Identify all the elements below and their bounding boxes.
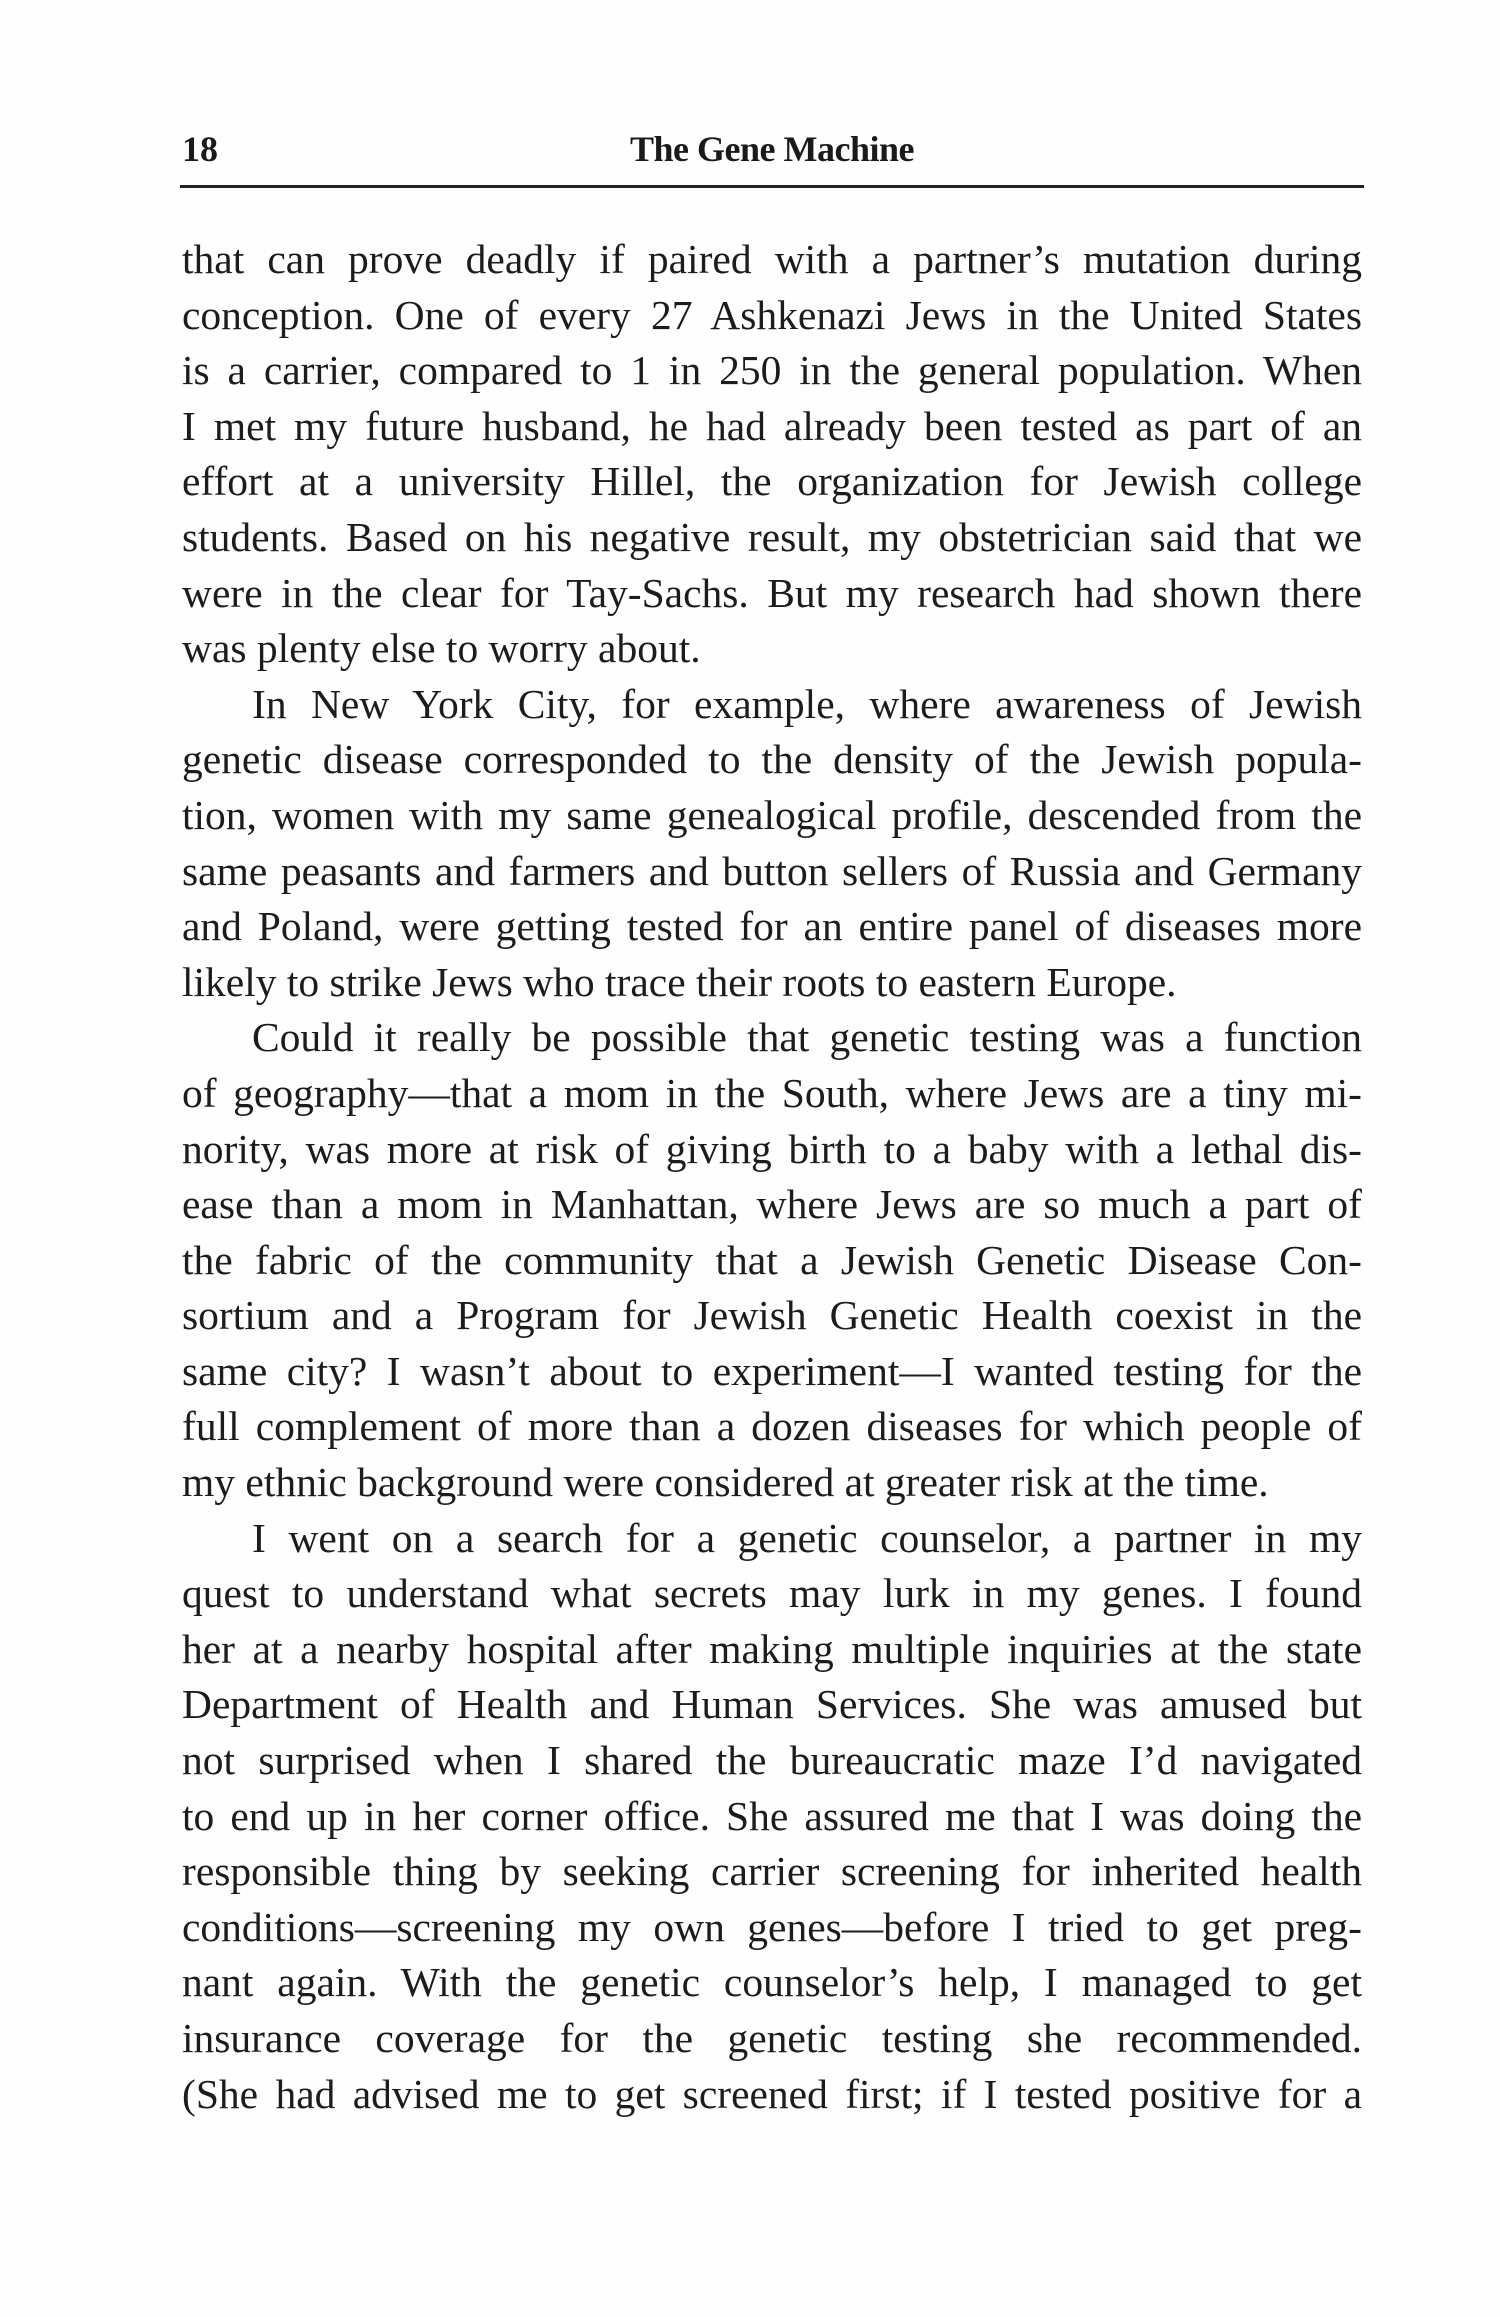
text-line: of geography—that a mom in the South, where Jews are a tiny mi- <box>182 1069 1362 1116</box>
text-line: same city? I wasn’t about to experiment—I wanted testing for the <box>182 1347 1362 1394</box>
paragraph <box>182 232 1362 677</box>
text-line: was plenty else to worry about. <box>182 625 701 672</box>
text-line: her at a nearby hospital after making multiple inquiries at the state <box>182 1625 1362 1672</box>
text-line: conception. One of every 27 Ashkenazi Jews in the United States <box>182 291 1362 338</box>
text-line: ease than a mom in Manhattan, where Jews are so much a part of <box>182 1181 1362 1228</box>
text-line: effort at a university Hillel, the organization for Jewish college <box>182 458 1362 505</box>
body-text <box>182 232 1362 2122</box>
paragraph <box>182 1511 1362 2123</box>
text-line: that can prove deadly if paired with a partner’s mutation during <box>182 236 1362 282</box>
text-line: insurance coverage for the genetic testing she recommended. <box>182 2015 1362 2061</box>
text-line: the fabric of the community that a Jewish Genetic Disease Con- <box>182 1236 1362 1283</box>
text-line: same peasants and farmers and button sellers of Russia and Germany <box>182 847 1362 894</box>
text-line: and Poland, were getting tested for an entire panel of diseases more <box>182 903 1362 950</box>
text-line: my ethnic background were considered at greater risk at the time. <box>182 1459 1269 1506</box>
text-line: Could it really be possible that genetic testing was a function <box>252 1014 1362 1061</box>
text-line: I went on a search for a genetic counselor, a partner in my <box>252 1514 1362 1561</box>
running-title: The Gene Machine <box>630 129 914 169</box>
paragraph <box>182 1010 1362 1510</box>
text-line: quest to understand what secrets may lurk in my genes. I found <box>182 1570 1362 1617</box>
text-line: responsible thing by seeking carrier screening for inherited health <box>182 1848 1362 1895</box>
text-line: conditions—screening my own genes—before I tried to get preg- <box>182 1903 1362 1950</box>
text-line: nant again. With the genetic counselor’s help, I managed to get <box>182 1959 1362 2006</box>
text-line: is a carrier, compared to 1 in 250 in the general population. When <box>182 347 1362 394</box>
text-line: I met my future husband, he had already been tested as part of an <box>182 402 1362 449</box>
page-number: 18 <box>182 129 218 169</box>
text-line: In New York City, for example, where awareness of Jewish <box>252 680 1362 727</box>
text-line: (She had advised me to get screened first; if I tested positive for a <box>182 2070 1362 2117</box>
text-line: sortium and a Program for Jewish Genetic Health coexist in the <box>182 1292 1362 1339</box>
text-line: were in the clear for Tay-Sachs. But my research had shown there <box>182 569 1362 616</box>
text-line: Department of Health and Human Services. She was amused but <box>182 1681 1362 1728</box>
text-line: nority, was more at risk of giving birth to a baby with a lethal dis- <box>182 1125 1362 1172</box>
text-line: to end up in her corner office. She assured me that I was doing the <box>182 1792 1362 1839</box>
text-line: tion, women with my same genealogical profile, descended from the <box>182 791 1362 838</box>
text-line: students. Based on his negative result, my obstetrician said that we <box>182 513 1362 560</box>
text-line: full complement of more than a dozen diseases for which people of <box>182 1403 1362 1450</box>
header-rule <box>180 185 1364 188</box>
text-line: not surprised when I shared the bureaucratic maze I’d navigated <box>182 1737 1362 1784</box>
text-line: genetic disease corresponded to the density of the Jewish popula- <box>182 736 1362 783</box>
paragraph <box>182 677 1362 1011</box>
text-line: likely to strike Jews who trace their roots to eastern Europe. <box>182 958 1177 1005</box>
page-header <box>182 128 1362 180</box>
